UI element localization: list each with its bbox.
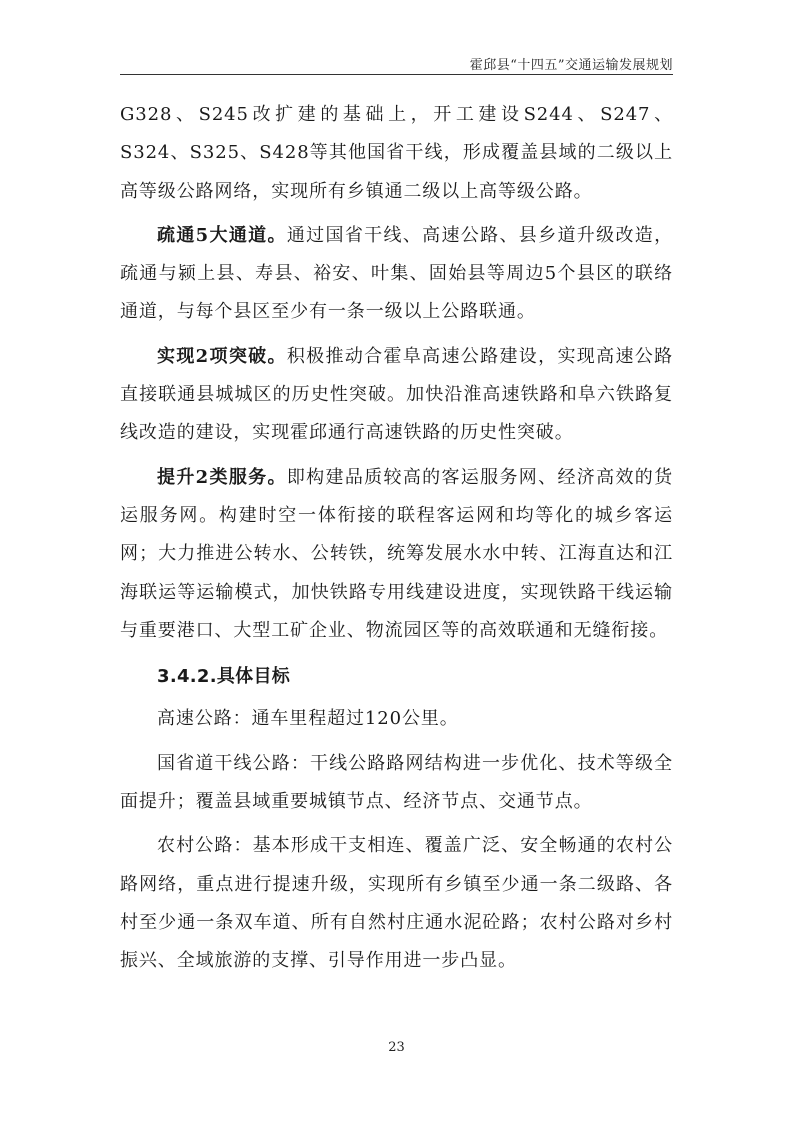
target-rural-roads: 农村公路：基本形成干支相连、覆盖广泛、安全畅通的农村公路网络，重点进行提速升级，实现所有乡镇至少通一条二级路、各村至少通一条双车道、所有自然村庄通水泥砼路；农村公路对乡村振兴、全域旅游的支撑、引导作用进一步凸显。	[120, 835, 673, 972]
paragraph-lead: 疏通5大通道。	[157, 224, 287, 246]
paragraph-body: 即构建品质较高的客运服务网、经济高效的货运服务网。构建时空一体衔接的联程客运网和均等化的城乡客运网；大力推进公转水、公转铁，统筹发展水水中转、江海直达和江海联运等运输模式，加快铁路专用线建设进度，实现铁路干线运输与重要港口、大型工矿企业、物流园区等的高效联通和无缝衔接。	[120, 466, 674, 641]
page-number: 23	[388, 1040, 405, 1055]
paragraph-body: 通过国省干线、高速公路、县乡道升级改造，疏通与颍上县、寿县、裕安、叶集、固始县等周边5个县区的联络通道，与每个县区至少有一条一级以上公路联通。	[120, 224, 674, 323]
paragraph-lead: 提升2类服务。	[157, 466, 287, 488]
paragraph-continuation: G328、S245改扩建的基础上，开工建设S244、S247、S324、S325、S428等其他国省干线，形成覆盖县域的二级以上高等级公路网络，实现所有乡镇通二级以上高等级公路。	[120, 104, 673, 202]
paragraph-breakthroughs	[120, 338, 673, 453]
section-heading: 3.4.2.具体目标	[157, 666, 291, 688]
paragraph-channels	[120, 217, 673, 332]
target-expressway: 高速公路：通车里程超过120公里。	[157, 708, 459, 730]
header-title: 霍邱县“十四五”交通运输发展规划	[469, 58, 673, 73]
paragraph-services	[120, 459, 673, 650]
paragraph-body: 积极推动合霍阜高速公路建设，实现高速公路直接联通县城城区的历史性突破。加快沿淮高速铁路和阜六铁路复线改造的建设，实现霍邱通行高速铁路的历史性突破。	[120, 345, 674, 444]
header-rule	[120, 74, 673, 75]
target-trunk-roads: 国省道干线公路：干线公路路网结构进一步优化、技术等级全面提升；覆盖县域重要城镇节点、经济节点、交通节点。	[120, 752, 673, 813]
page-content	[120, 96, 673, 987]
paragraph-lead: 实现2项突破。	[157, 345, 287, 367]
